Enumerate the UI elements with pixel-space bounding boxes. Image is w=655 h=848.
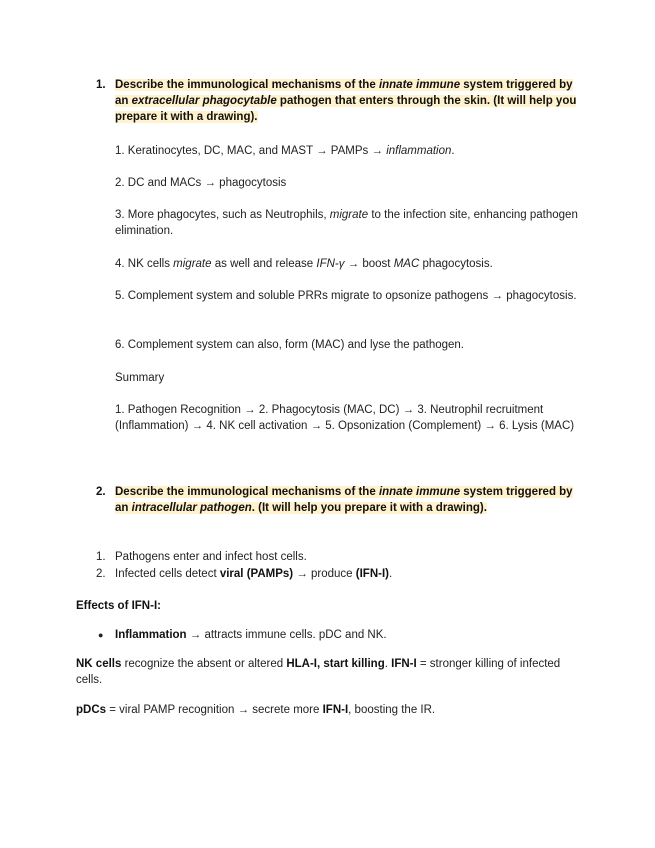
nk-bold: HLA-I, start killing bbox=[286, 658, 385, 670]
summary-text: 1. Pathogen Recognition → 2. Phagocytosis (MAC, DC) → 3. Neutrophil recruitment (Inflammation) → 4. NK cell activation → 5. Opsonization (Complement) → 6. Lysis (MAC) bbox=[115, 404, 575, 432]
step-1-text: . bbox=[451, 145, 455, 157]
pdc-bold: pDCs bbox=[76, 704, 107, 716]
step-4-italic: IFN-γ bbox=[316, 258, 345, 270]
bullet-icon: ● bbox=[98, 630, 104, 640]
question-1-text bbox=[115, 79, 576, 123]
q1-text-part: pathogen that enters through the skin. (It will help you prepare it with a drawing). bbox=[115, 95, 577, 123]
pdc-text: = viral PAMP recognition → secrete more bbox=[106, 704, 323, 716]
question-2 bbox=[96, 484, 586, 516]
step-1-text: 1. Keratinocytes, DC, MAC, and MAST → PAMPs → bbox=[115, 145, 387, 157]
step-1-italic: inflammation bbox=[386, 145, 452, 157]
effects-bullet-bold: Inflammation bbox=[115, 629, 187, 641]
step-4-italic: MAC bbox=[393, 258, 420, 270]
q2-text-part: Describe the immunological mechanisms of the bbox=[115, 486, 379, 498]
effects-bullet-item bbox=[115, 627, 585, 643]
question-2-number: 2. bbox=[96, 486, 106, 498]
q1-text-italic: extracellular phagocytable bbox=[131, 95, 277, 107]
list-item-2-bold: viral (PAMPs) bbox=[219, 568, 294, 580]
step-4-text: 4. NK cells bbox=[115, 258, 174, 270]
question-2-text bbox=[115, 486, 573, 514]
nk-cells-paragraph bbox=[76, 656, 576, 688]
q2-text-italic: innate immune bbox=[378, 486, 461, 498]
q1-text-part: system triggered by an bbox=[115, 79, 573, 107]
step-3 bbox=[115, 207, 585, 239]
pdc-bold: IFN-I bbox=[322, 704, 349, 716]
nk-bold: NK cells bbox=[76, 658, 122, 670]
step-4 bbox=[115, 256, 585, 272]
q2-text-part: system triggered by an bbox=[115, 486, 573, 514]
nk-text: recognize the absent or altered bbox=[121, 658, 287, 670]
step-4-text: phagocytosis. bbox=[419, 258, 493, 270]
effects-bullet-text: → attracts immune cells. pDC and NK. bbox=[186, 629, 387, 641]
nk-text: . bbox=[384, 658, 392, 670]
step-1 bbox=[115, 143, 585, 159]
summary-label: Summary bbox=[115, 372, 165, 384]
list-item-number: 1. bbox=[96, 551, 106, 563]
question-1-number: 1. bbox=[96, 79, 106, 91]
list-item-number: 2. bbox=[96, 568, 106, 580]
pdcs-paragraph bbox=[76, 702, 576, 718]
step-5: 5. Complement system and soluble PRRs migrate to opsonize pathogens → phagocytosis. bbox=[115, 290, 577, 302]
step-3-text: to the infection site, enhancing pathogen elimination. bbox=[115, 209, 578, 237]
effects-heading: Effects of IFN-I: bbox=[76, 600, 161, 612]
q2-text-italic: intracellular pathogen bbox=[131, 502, 252, 514]
list-item-2-text: → produce bbox=[293, 568, 356, 580]
step-4-text: → boost bbox=[344, 258, 394, 270]
list-item-2-text: Infected cells detect bbox=[115, 568, 220, 580]
nk-bold: IFN-I bbox=[391, 658, 417, 670]
step-6: 6. Complement system can also, form (MAC) and lyse the pathogen. bbox=[115, 339, 464, 351]
step-4-italic: migrate bbox=[173, 258, 212, 270]
list-item-2-bold: (IFN-I) bbox=[355, 568, 389, 580]
list-item-2-text: . bbox=[389, 568, 393, 580]
step-4-text: as well and release bbox=[211, 258, 317, 270]
q1-text-part: Describe the immunological mechanisms of the bbox=[115, 79, 379, 91]
list-item-1: Pathogens enter and infect host cells. bbox=[115, 551, 307, 563]
step-2: 2. DC and MACs → phagocytosis bbox=[115, 177, 287, 189]
q1-text-italic: innate immune bbox=[378, 79, 461, 91]
q2-text-part: . (It will help you prepare it with a drawing). bbox=[251, 502, 487, 514]
pdc-text: , boosting the IR. bbox=[348, 704, 436, 716]
nk-text: = stronger killing of infected cells. bbox=[76, 658, 561, 686]
step-3-text: 3. More phagocytes, such as Neutrophils, bbox=[115, 209, 330, 221]
list-item-2 bbox=[115, 566, 585, 582]
step-3-italic: migrate bbox=[329, 209, 369, 221]
question-1 bbox=[96, 77, 586, 125]
